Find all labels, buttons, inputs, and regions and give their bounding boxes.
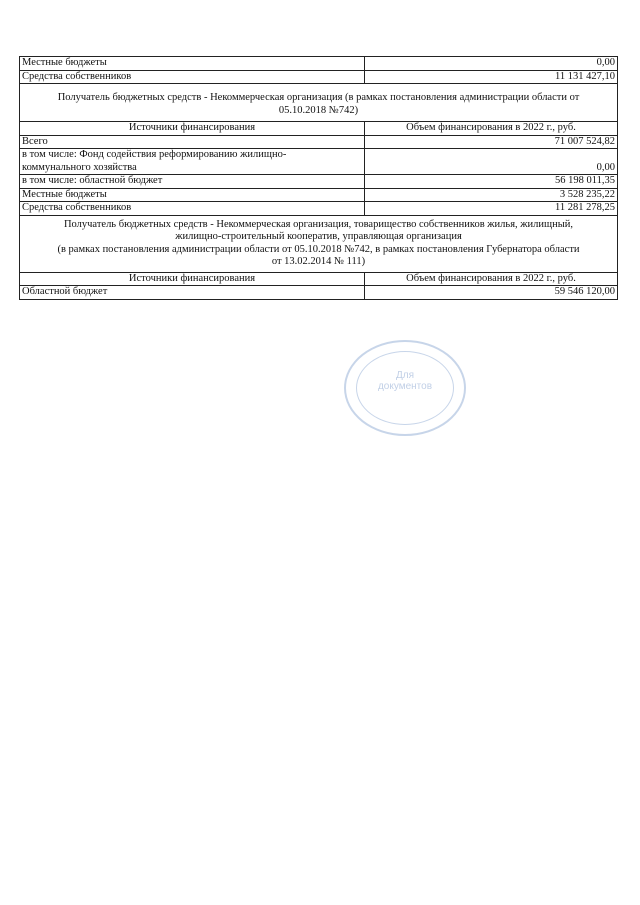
column-header-volume: Объем финансирования в 2022 г., руб. <box>365 122 618 136</box>
stamp-line: Для <box>395 370 415 381</box>
table-row <box>20 188 618 202</box>
header-row <box>20 122 618 136</box>
row-label-line: в том числе: Фонд содействия реформированию жилищно- <box>22 149 287 160</box>
row-label: в том числе: областной бюджет <box>20 175 365 189</box>
table-row <box>20 286 618 300</box>
section-2-title-line: жилищно-строительный кооператив, управляющая организация <box>175 231 462 242</box>
row-label: Средства собственников <box>20 202 365 216</box>
section-2-title-line: Получатель бюджетных средств - Некоммерческая организация, товарищество собственников жилья, жилищный, <box>63 218 574 230</box>
section-1-title-line: 05.10.2018 №742) <box>278 104 359 116</box>
table-row <box>20 135 618 149</box>
row-value: 0,00 <box>365 57 618 71</box>
stamp-line: документов <box>377 381 433 392</box>
row-value: 0,00 <box>365 149 618 175</box>
section-2-title-line: (в рамках постановления администрации области от 05.10.2018 №742, в рамках постановления Губернатора области <box>57 243 580 255</box>
table-row <box>20 175 618 189</box>
row-label <box>20 149 365 175</box>
header-row <box>20 272 618 286</box>
section-1-title <box>20 84 618 122</box>
column-header-source: Источники финансирования <box>20 122 365 136</box>
row-label: Местные бюджеты <box>20 57 365 71</box>
row-value: 11 281 278,25 <box>365 202 618 216</box>
column-header-volume: Объем финансирования в 2022 г., руб. <box>365 272 618 286</box>
row-label: Средства собственников <box>20 70 365 84</box>
section-title-row <box>20 84 618 122</box>
table-row <box>20 70 618 84</box>
section-2-title <box>20 215 618 272</box>
section-title-row <box>20 215 618 272</box>
row-value: 3 528 235,22 <box>365 188 618 202</box>
row-label: Областной бюджет <box>20 286 365 300</box>
table-row <box>20 57 618 71</box>
row-value: 56 198 011,35 <box>365 175 618 189</box>
row-label-line: коммунального хозяйства <box>22 161 137 173</box>
row-label: Всего <box>20 135 365 149</box>
section-1-title-line: Получатель бюджетных средств - Некоммерческая организация (в рамках постановления администрации области от <box>57 92 580 103</box>
stamp-text <box>346 370 464 392</box>
table-row <box>20 202 618 216</box>
column-header-source: Источники финансирования <box>20 272 365 286</box>
document-stamp <box>344 340 466 436</box>
row-label: Местные бюджеты <box>20 188 365 202</box>
row-value: 71 007 524,82 <box>365 135 618 149</box>
row-value: 59 546 120,00 <box>365 286 618 300</box>
row-value: 11 131 427,10 <box>365 70 618 84</box>
section-2-title-line: от 13.02.2014 № 111) <box>271 256 366 267</box>
funding-table <box>19 56 618 300</box>
table-row <box>20 149 618 175</box>
